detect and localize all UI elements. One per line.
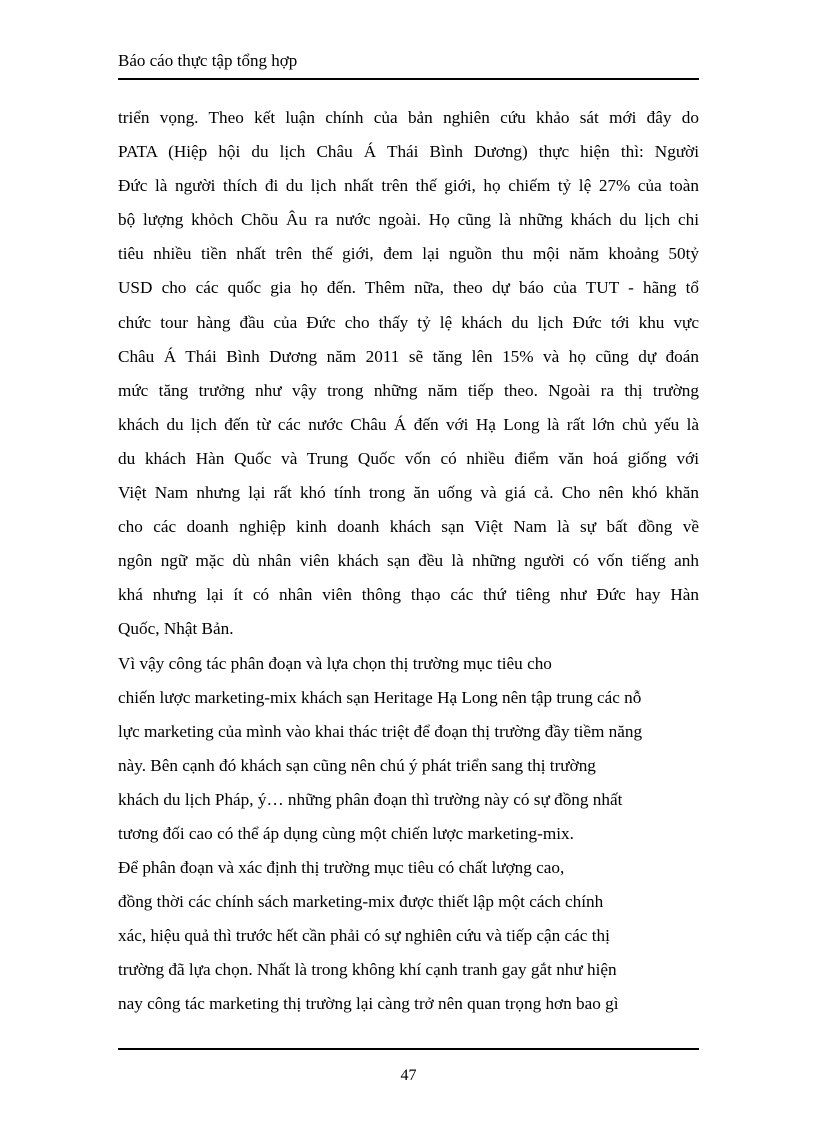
paragraph-line: Châu Á Thái Bình Dương năm 2011 sẽ tăng lên 15% và họ cũng dự đoán — [118, 346, 699, 366]
page-header-title: Báo cáo thực tập tổng hợp — [118, 51, 298, 70]
paragraph-line: khách du lịch đến từ các nước Châu Á đến với Hạ Long là rất lớn chủ yếu là — [118, 414, 699, 434]
paragraph-line: ngôn ngữ mặc dù nhân viên khách sạn đều là những người có vốn tiếng anh — [118, 551, 699, 571]
paragraph-line: chức tour hàng đầu của Đức cho thấy tỷ lệ khách du lịch Đức tới khu vực — [118, 312, 699, 332]
body-text — [118, 101, 699, 1022]
paragraph-line: chiến lược marketing-mix khách sạn Heritage Hạ Long nên tập trung các nỗ — [118, 687, 642, 707]
header-divider — [118, 78, 699, 80]
paragraph-line: Đức là người thích đi du lịch nhất trên thế giới, họ chiếm tỷ lệ 27% của toàn — [118, 176, 699, 196]
page-number: 47 — [400, 1067, 417, 1084]
paragraph-line: triển vọng. Theo kết luận chính của bản nghiên cứu khảo sát mới đây do — [118, 108, 699, 127]
paragraph-line: du khách Hàn Quốc và Trung Quốc vốn có nhiều điểm văn hoá giống với — [118, 448, 699, 468]
paragraph-line: cho các doanh nghiệp kinh doanh khách sạn Việt Nam là sự bất đồng về — [118, 517, 699, 537]
paragraph-line: xác, hiệu quả thì trước hết cần phải có sự nghiên cứu và tiếp cận các thị — [118, 926, 610, 946]
paragraph-line: USD cho các quốc gia họ đến. Thêm nữa, theo dự báo của TUT - hãng tổ — [118, 278, 699, 298]
paragraph-line: PATA (Hiệp hội du lịch Châu Á Thái Bình Dương) thực hiện thì: Người — [118, 142, 699, 162]
paragraph-line: này. Bên cạnh đó khách sạn cũng nên chú ý phát triển sang thị trường — [118, 755, 596, 775]
paragraph-line: Để phân đoạn và xác định thị trường mục tiêu có chất lượng cao, — [118, 858, 565, 878]
paragraph-line: mức tăng trưởng như vậy trong những năm tiếp theo. Ngoài ra thị trường — [118, 380, 699, 400]
paragraph-line: Quốc, Nhật Bản. — [118, 619, 234, 639]
paragraph-line: Việt Nam nhưng lại rất khó tính trong ăn uống và giá cả. Cho nên khó khăn — [118, 483, 699, 503]
paragraph-line: trường đã lựa chọn. Nhất là trong không khí cạnh tranh gay gắt như hiện — [118, 960, 617, 980]
paragraph-line: khá nhưng lại ít có nhân viên thông thạo các thứ tiêng như Đức hay Hàn — [118, 585, 699, 605]
paragraph-line: Vì vậy công tác phân đoạn và lựa chọn thị trường mục tiêu cho — [118, 653, 552, 673]
paragraph-line: tương đối cao có thể áp dụng cùng một chiến lược marketing-mix. — [118, 823, 574, 843]
paragraph-line: lực marketing của mình vào khai thác triệt để đoạn thị trường đầy tiềm năng — [118, 721, 643, 741]
footer-divider — [118, 1048, 699, 1050]
paragraph-line: nay công tác marketing thị trường lại càng trở nên quan trọng hơn bao gì — [118, 994, 619, 1014]
paragraph-line: khách du lịch Pháp, ý… những phân đoạn thì trường này có sự đồng nhất — [118, 789, 623, 809]
paragraph-line: bộ lượng khỏch Chõu Âu ra nước ngoài. Họ cũng là những khách du lịch chi — [118, 210, 699, 230]
paragraph-line: đồng thời các chính sách marketing-mix được thiết lập một cách chính — [118, 892, 604, 912]
paragraph-line: tiêu nhiều tiền nhất trên thế giới, đem lại nguồn thu mội năm khoảng 50tỷ — [118, 244, 699, 264]
